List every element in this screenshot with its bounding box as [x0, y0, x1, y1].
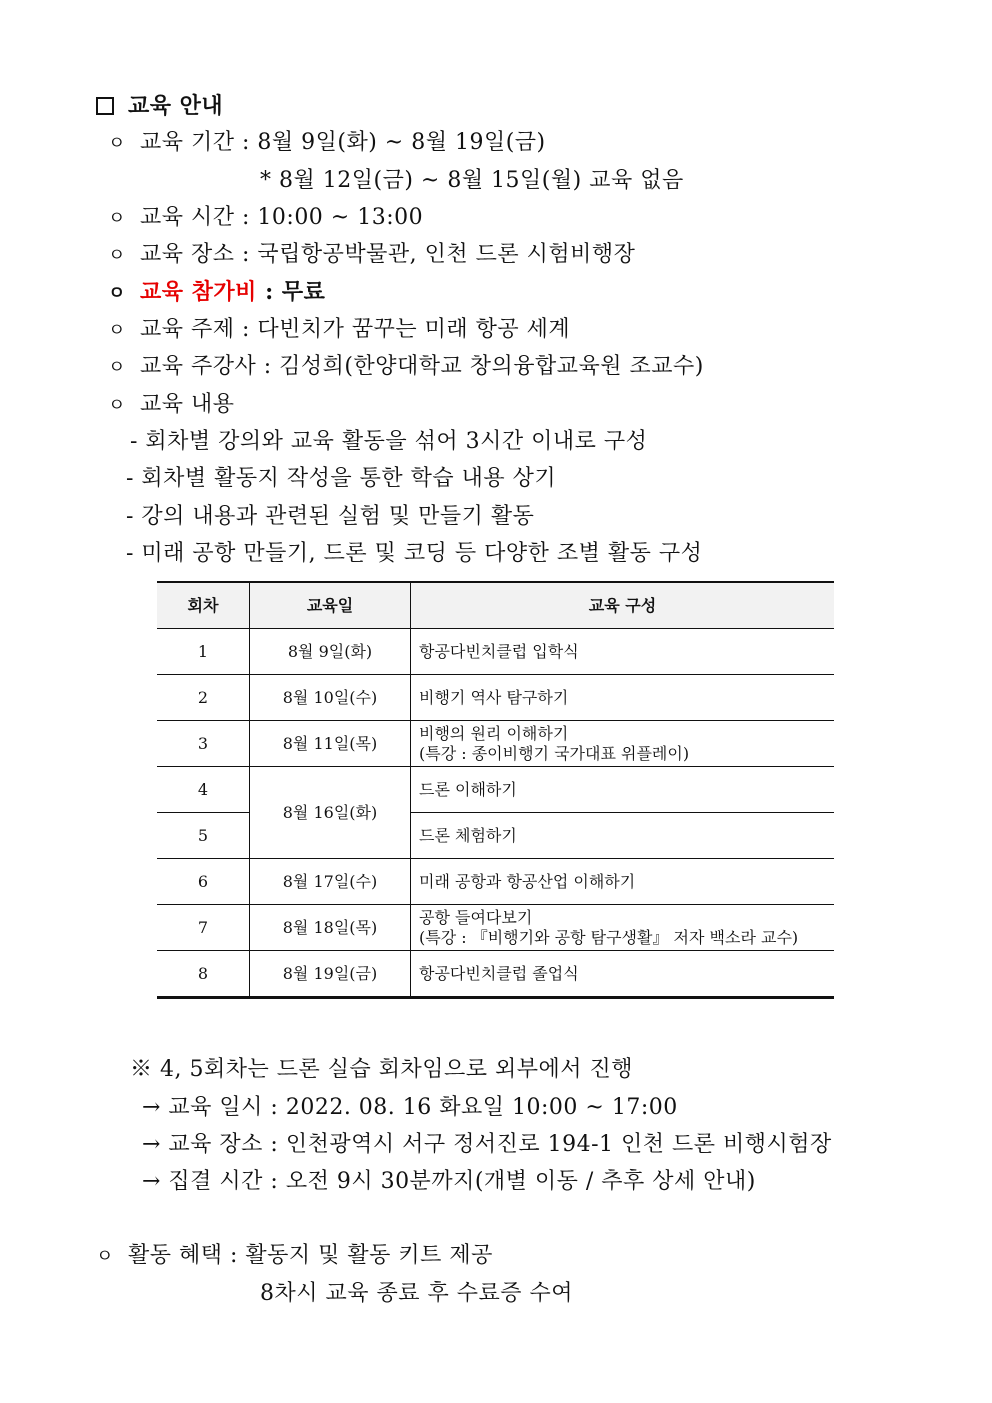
session-no: 2 — [157, 675, 250, 721]
session-desc: 드론 체험하기 — [411, 813, 835, 859]
content-item: - 회차별 활동지 작성을 통한 학습 내용 상기 — [126, 466, 557, 491]
bullet-circle-icon: ㅇ — [108, 357, 126, 378]
drone-note-line: → 집결 시간 : 오전 9시 30분까지(개별 이동 / 추후 상세 안내) — [142, 1169, 756, 1194]
session-date: 8월 10일(수) — [250, 675, 411, 721]
bullet-circle-icon: ㅇ — [108, 133, 126, 154]
bullet-circle-icon: ㅇ — [108, 208, 126, 229]
session-desc: 항공다빈치클럽 졸업식 — [411, 951, 835, 998]
benefit-row-2: 8차시 교육 종료 후 수료증 수여 — [260, 1281, 573, 1306]
drone-note-line: → 교육 장소 : 인천광역시 서구 정서진로 194-1 인천 드론 비행시험장 — [142, 1132, 832, 1157]
session-date: 8월 9일(화) — [250, 629, 411, 675]
table-row — [157, 905, 834, 951]
table-row — [157, 951, 834, 998]
fee-row: ㅇ 교육 참가비 : 무료 — [108, 278, 325, 308]
table-row — [157, 721, 834, 767]
benefit-row: ㅇ 활동 혜택 : 활동지 및 활동 키트 제공 — [96, 1242, 493, 1271]
period-row: ㅇ 교육 기간 : 8월 9일(화) ~ 8월 19일(금) — [108, 129, 546, 158]
drone-note-line: → 교육 일시 : 2022. 08. 16 화요일 10:00 ~ 17:00 — [142, 1095, 678, 1120]
period-note: * 8월 12일(금) ~ 8월 15일(월) 교육 없음 — [260, 168, 684, 193]
session-desc-line2: (특강 : 『비행기와 공항 탐구생활』 저자 백소라 교수) — [419, 927, 799, 947]
table-row — [157, 859, 834, 905]
header-session: 회차 — [157, 582, 250, 629]
session-no: 7 — [157, 905, 250, 951]
session-no: 1 — [157, 629, 250, 675]
time-row: ㅇ 교육 시간 : 10:00 ~ 13:00 — [108, 204, 423, 233]
session-desc — [411, 905, 835, 951]
bullet-circle-icon: ㅇ — [96, 1246, 114, 1267]
bullet-circle-icon: ㅇ — [108, 395, 126, 416]
session-date: 8월 17일(수) — [250, 859, 411, 905]
session-date: 8월 11일(목) — [250, 721, 411, 767]
session-no: 3 — [157, 721, 250, 767]
session-desc: 비행기 역사 탐구하기 — [411, 675, 835, 721]
bullet-circle-icon: ㅇ — [108, 320, 126, 341]
session-no: 8 — [157, 951, 250, 998]
place-row: ㅇ 교육 장소 : 국립항공박물관, 인천 드론 시험비행장 — [108, 241, 635, 270]
drone-note-title: ※ 4, 5회차는 드론 실습 회차임으로 외부에서 진행 — [130, 1057, 633, 1082]
content-item: - 미래 공항 만들기, 드론 및 코딩 등 다양한 조별 활동 구성 — [126, 541, 703, 566]
bullet-circle-icon: ㅇ — [108, 283, 126, 304]
session-date: 8월 16일(화) — [250, 767, 411, 859]
session-no: 6 — [157, 859, 250, 905]
session-desc-line1: 비행의 원리 이해하기 — [419, 723, 569, 743]
session-desc: 미래 공항과 항공산업 이해하기 — [411, 859, 835, 905]
session-desc — [411, 721, 835, 767]
session-desc: 항공다빈치클럽 입학식 — [411, 629, 835, 675]
session-desc-line1: 공항 들여다보기 — [419, 907, 533, 927]
content-row: ㅇ 교육 내용 — [108, 391, 235, 420]
checkbox-square-icon — [96, 97, 114, 115]
content-item: - 강의 내용과 관련된 실험 및 만들기 활동 — [126, 504, 535, 529]
lecturer-row: ㅇ 교육 주강사 : 김성희(한양대학교 창의융합교육원 조교수) — [108, 353, 704, 382]
header-date: 교육일 — [250, 582, 411, 629]
bullet-circle-icon: ㅇ — [108, 245, 126, 266]
session-desc: 드론 이해하기 — [411, 767, 835, 813]
section-heading: 교육 안내 — [96, 92, 223, 120]
content-item: - 회차별 강의와 교육 활동을 섞어 3시간 이내로 구성 — [130, 429, 648, 454]
header-content: 교육 구성 — [411, 582, 835, 629]
table-row — [157, 629, 834, 675]
table-row — [157, 767, 834, 813]
table-header-row — [157, 582, 834, 629]
table-row — [157, 675, 834, 721]
session-date: 8월 18일(목) — [250, 905, 411, 951]
session-date: 8월 19일(금) — [250, 951, 411, 998]
session-desc-line2: (특강 : 종이비행기 국가대표 위플레이) — [419, 743, 690, 763]
session-no: 5 — [157, 813, 250, 859]
session-no: 4 — [157, 767, 250, 813]
topic-row: ㅇ 교육 주제 : 다빈치가 꿈꾸는 미래 항공 세계 — [108, 316, 570, 345]
schedule-table — [157, 581, 834, 999]
